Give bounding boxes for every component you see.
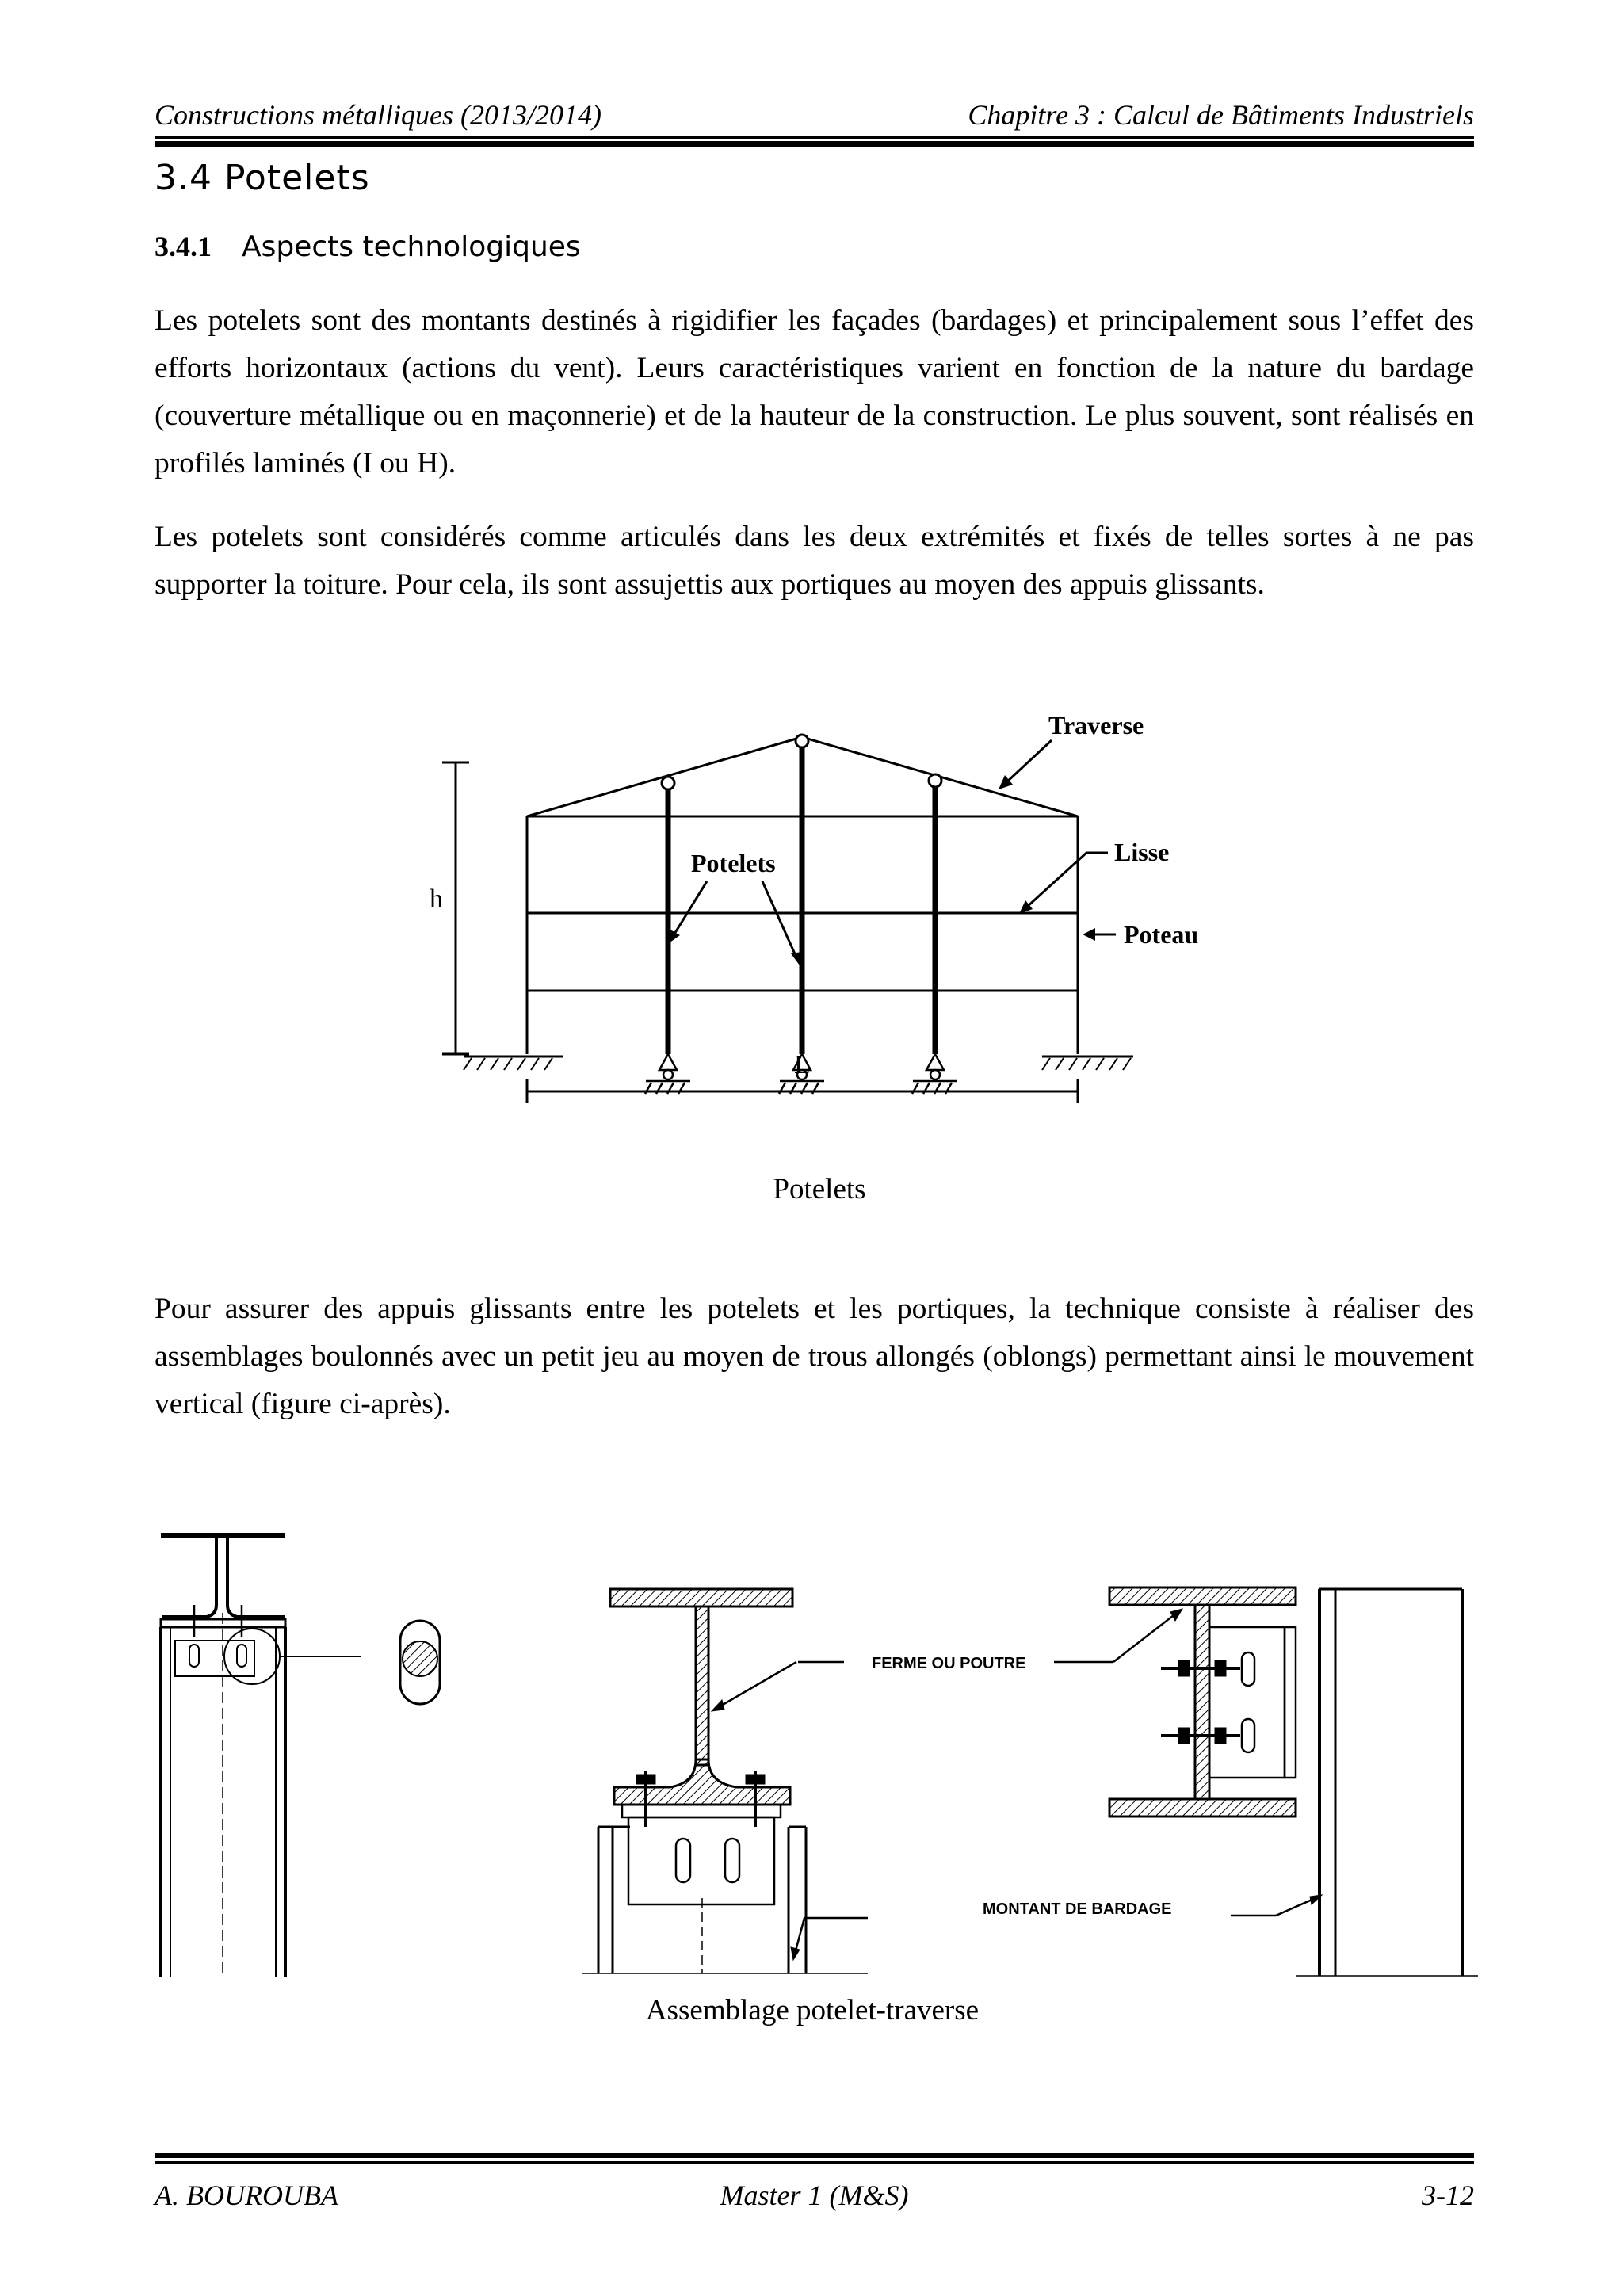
footer-program: Master 1 (M&S) [720, 2179, 909, 2211]
h-label: h [430, 884, 443, 914]
running-footer [155, 2176, 1474, 2215]
potelets-diagram [396, 705, 1268, 1117]
lisse-label: Lisse [1114, 838, 1170, 866]
paragraph-1: Les potelets sont des montants destinés à rigidifier les façades (bardages) et principalement sous l’effet des efforts horizontaux (actions du vent). Leurs caractéristiques varient en fonction de la nature du bardage (couverture métallique ou en maçonnerie) et de la hauteur de la construction. Le plus souvent, sont réalisés en profilés laminés (I ou H). [155, 304, 1474, 479]
left-detail [161, 1535, 440, 1977]
subsection-number: 3.4.1 [155, 231, 212, 262]
header-rule-thick [155, 141, 1474, 147]
header-rule-thin [155, 136, 1474, 139]
montant-label: MONTANT DE BARDAGE [983, 1901, 1172, 1918]
potelets-label: Potelets [691, 849, 776, 877]
paragraph-2: Les potelets sont considérés comme articulés dans les deux extrémités et fixés de telles sortes à ne pas supporter la toiture. Pour cela, ils sont assujettis aux portiques au moyen des appuis glissants. [155, 521, 1474, 601]
assemblage-diagram [155, 1526, 1478, 1993]
header-chapter-title: Chapitre 3 : Calcul de Bâtiments Industriels [968, 99, 1474, 131]
footer-rule-thick [155, 2153, 1474, 2158]
subsection-label: Aspects technologiques [242, 231, 581, 263]
ferme-label: FERME OU POUTRE [872, 1655, 1026, 1672]
figure2-caption: Assemblage potelet-traverse [645, 1994, 980, 2027]
figure1-caption: Potelets [773, 1173, 866, 1205]
traverse-label: Traverse [1048, 711, 1144, 739]
support-3 [912, 1054, 957, 1094]
support-1 [645, 1054, 690, 1094]
header-course-title: Constructions métalliques (2013/2014) [155, 99, 601, 131]
running-header [155, 95, 1474, 135]
L-label: L [794, 1050, 811, 1079]
middle-detail [582, 1589, 868, 1973]
footer-author: A. BOUROUBA [155, 2179, 338, 2211]
paragraph-3: Pour assurer des appuis glissants entre les potelets et les portiques, la technique consiste à réaliser des assemblages boulonnés avec un petit jeu au moyen de trous allongés (oblongs) permettant ainsi le mouvement vertical (figure ci-après). [155, 1293, 1474, 1420]
poteau-label: Poteau [1124, 920, 1199, 949]
subsection-title [155, 226, 581, 268]
section-title: 3.4 Potelets [155, 158, 370, 198]
page-number: 3-12 [1422, 2179, 1474, 2211]
footer-rule-thin [155, 2161, 1474, 2164]
